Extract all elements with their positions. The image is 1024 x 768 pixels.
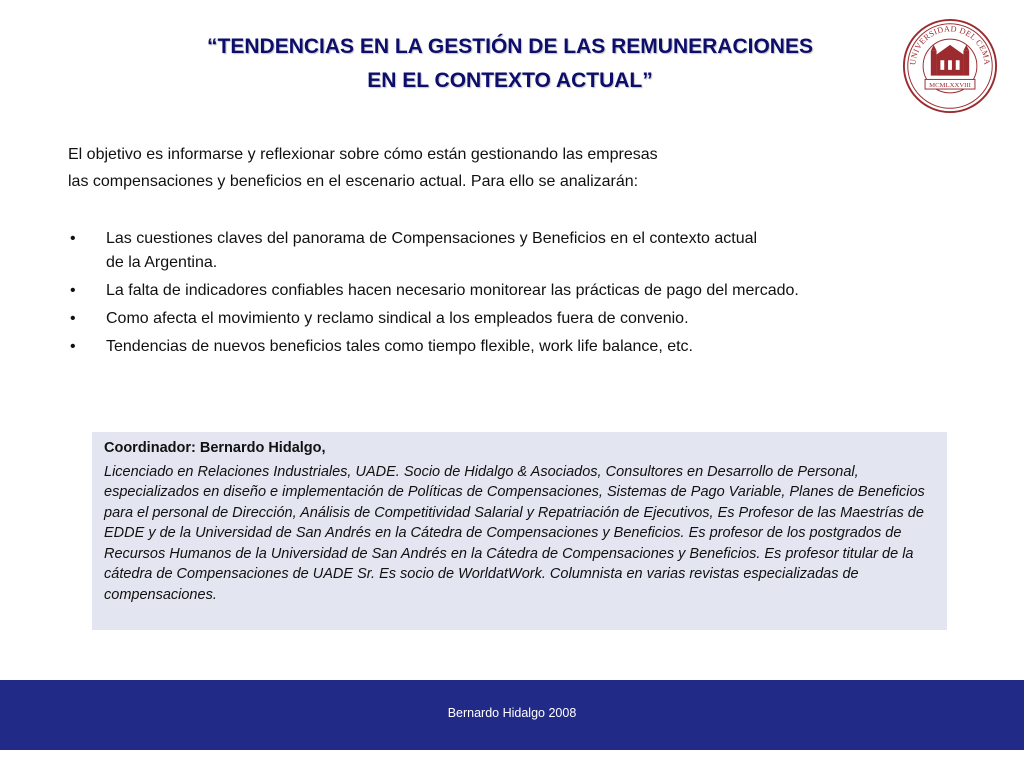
list-item xyxy=(68,279,998,303)
coordinator-description: Licenciado en Relaciones Industriales, UADE. Socio de Hidalgo & Asociados, Consultores en Desarrollo de Personal, especializados en diseño e implementación de Políticas de Compensaciones, Sistemas de Pago Variable, Planes de Beneficios para el personal de Dirección, Análisis de Competitividad Salarial y Repatriación de Ejecutivos, Es Profesor de las Maestrías de EDDE y de la Universidad de San Andrés en la Cátedra de Compensaciones y Beneficios. Es profesor de los postgrados de Recursos Humanos de la Universidad de San Andrés en la Cátedra de Compensaciones y Beneficios. Es profesor titular de la cátedra de Compensaciones de UADE Sr. Es socio de WorldatWork. Columnista en varias revistas especializadas de compensaciones. xyxy=(104,463,925,603)
bullet-marker: • xyxy=(70,338,76,355)
list-item-text: La falta de indicadores confiables hacen necesario monitorear las prácticas de pago del mercado. xyxy=(106,282,799,299)
slide-title-line-1: “TENDENCIAS EN LA GESTIÓN DE LAS REMUNERACIONES xyxy=(207,35,813,58)
list-item-text: Tendencias de nuevos beneficios tales como tiempo flexible, work life balance, etc. xyxy=(106,338,693,355)
list-item-text: Las cuestiones claves del panorama de Compensaciones y Beneficios en el contexto actual xyxy=(106,230,758,247)
bullet-marker: • xyxy=(70,230,76,247)
list-item xyxy=(68,227,998,275)
footer-bar xyxy=(0,680,1024,750)
coordinator-bio-box xyxy=(92,432,947,630)
footer-text: Bernardo Hidalgo 2008 xyxy=(447,706,577,720)
slide-title-line-2: EN EL CONTEXTO ACTUAL” xyxy=(367,69,653,92)
list-item-text: Como afecta el movimiento y reclamo sindical a los empleados fuera de convenio. xyxy=(106,310,689,327)
bullet-marker: • xyxy=(70,282,76,299)
intro-line-1: El objetivo es informarse y reflexionar sobre cómo están gestionando las empresas xyxy=(68,146,658,163)
slide-title xyxy=(110,30,910,98)
intro-paragraph xyxy=(68,141,968,195)
list-item xyxy=(68,307,998,331)
seal-ring-text: UNIVERSIDAD DEL CEMA xyxy=(908,24,992,66)
bullet-marker: • xyxy=(70,310,76,327)
university-seal-logo xyxy=(902,18,998,114)
seal-banner-text: MCMLXXVIII xyxy=(929,82,971,90)
intro-line-2: las compensaciones y beneficios en el escenario actual. Para ello se analizarán: xyxy=(68,173,639,190)
topic-list xyxy=(68,227,998,363)
list-item xyxy=(68,335,998,359)
coordinator-name: Coordinador: Bernardo Hidalgo, xyxy=(104,440,326,456)
list-item-text-continued: de la Argentina. xyxy=(106,254,218,271)
